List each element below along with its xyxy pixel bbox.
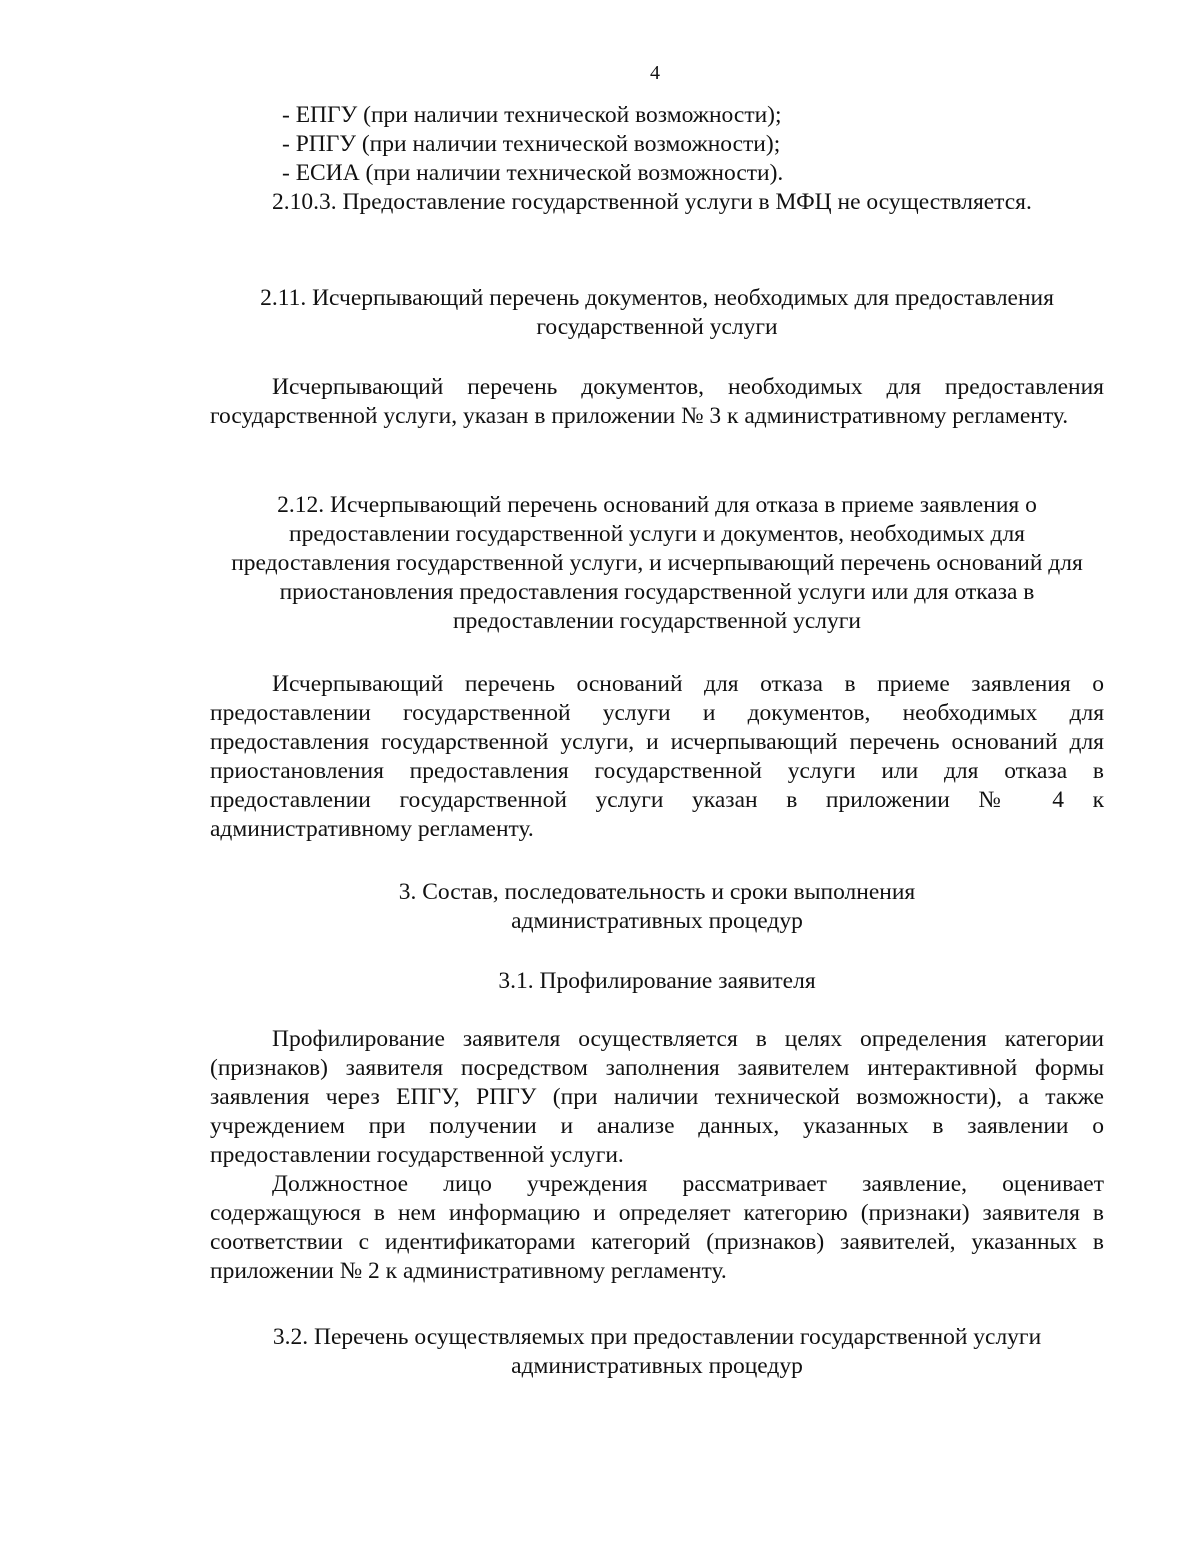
heading-3: 3. Состав, последовательность и сроки выполнения административных процедур: [398, 879, 916, 934]
section-2-12-body-block: [210, 670, 1104, 844]
paragraph-2-11: Исчерпывающий перечень документов, необходимых для предоставления государственной услуги, указан в приложении № 3 к административному регламенту.: [210, 374, 1104, 429]
heading-3-1: 3.1. Профилирование заявителя: [498, 968, 816, 994]
section-2-11-body-block: [210, 373, 1104, 431]
paragraph-3-1-b: Должностное лицо учреждения рассматривает заявление, оценивает содержащуюся в нем информацию и определяет категорию (признаки) заявителя в соответствии с идентификаторами категорий (признаков) заявителей, указанных в приложении № 2 к административному регламенту.: [210, 1171, 1104, 1284]
section-3-2-heading-block: [210, 1323, 1104, 1381]
list-item-epgu: - ЕПГУ (при наличии технической возможности);: [282, 102, 782, 128]
section-3-1-heading-block: [210, 967, 1104, 996]
section-2-12-heading-block: [210, 491, 1104, 636]
paragraph-2-12: Исчерпывающий перечень оснований для отказа в приеме заявления о предоставлении государственной услуги и документов, необходимых для предоставления государственной услуги, и исчерпывающий перечень оснований для приостановления предоставления государственной услуги или для отказа в предоставлении государственной услуги указан в приложении № 4 к административному регламенту.: [210, 671, 1104, 842]
page-number: 4: [650, 62, 660, 84]
heading-2-11: 2.11. Исчерпывающий перечень документов, необходимых для предоставления государственной услуги: [260, 285, 1054, 340]
paragraph-2-10-3: 2.10.3. Предоставление государственной услуги в МФЦ не осуществляется.: [272, 189, 1032, 215]
section-3-1-body-block: [210, 1025, 1104, 1286]
paragraph-3-1-a: Профилирование заявителя осуществляется в целях определения категории (признаков) заявителя посредством заполнения заявителем интерактивной формы заявления через ЕПГУ, РПГУ (при наличии технической возможности), а также учреждением при получении и анализе данных, указанных в заявлении о предоставлении государственной услуги.: [210, 1026, 1104, 1168]
section-3-heading-block: [210, 878, 1104, 936]
section-2-11-heading-block: [210, 284, 1104, 342]
list-item-rpgu: - РПГУ (при наличии технической возможности);: [282, 131, 781, 157]
list-item-esia: - ЕСИА (при наличии технической возможности).: [282, 160, 784, 186]
heading-3-2: 3.2. Перечень осуществляемых при предоставлении государственной услуги административных процедур: [272, 1324, 1042, 1379]
access-channels-block: [210, 101, 1104, 217]
heading-2-12: 2.12. Исчерпывающий перечень оснований для отказа в приеме заявления о предоставлении государственной услуги и документов, необходимых для предоставления государственной услуги, и исчерпывающий перечень оснований для приостановления предоставления государственной услуги или для отказа в предоставлении государственной услуги: [231, 492, 1083, 634]
